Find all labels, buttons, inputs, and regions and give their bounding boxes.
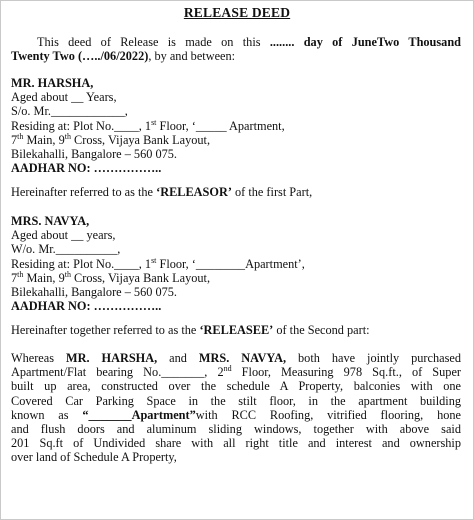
releasor-address-1 bbox=[11, 119, 461, 133]
ordinal-suffix: th bbox=[64, 269, 71, 279]
document-title: RELEASE DEED bbox=[183, 5, 291, 20]
intro-between: , by and between: bbox=[148, 49, 236, 64]
address-text: Cross, Vijaya Bank Layout, bbox=[70, 270, 211, 285]
aadhar-value: …………….. bbox=[93, 161, 162, 176]
releasee-aadhar bbox=[11, 299, 461, 313]
releasor-reference-line bbox=[11, 185, 461, 199]
whereas-line-7: 201 Sq.ft of Undivided share with all right title and interest and ownership bbox=[11, 436, 461, 451]
reference-text: Hereinafter referred to as the bbox=[11, 185, 157, 199]
ordinal-suffix: th bbox=[17, 131, 24, 141]
whereas-line-4: Covered Car Parking Space in the stilt floor, in the apartment building bbox=[11, 393, 461, 408]
aadhar-label: AADHAR NO: bbox=[11, 161, 94, 176]
address-text: Floor, ‘_____ Apartment, bbox=[156, 118, 285, 133]
releasor-relation: S/o. Mr.____________, bbox=[11, 104, 128, 119]
whereas-paragraph bbox=[11, 351, 461, 465]
intro-date-blank: ........ bbox=[269, 35, 295, 49]
address-text: Residing at: Plot No.____, 1 bbox=[11, 118, 152, 133]
ordinal-suffix: st bbox=[151, 255, 157, 265]
whereas-text: and bbox=[157, 351, 199, 365]
whereas-text: Whereas bbox=[11, 351, 66, 365]
whereas-party-2: MRS. NAVYA, bbox=[198, 351, 287, 365]
releasor-address-2 bbox=[11, 133, 461, 147]
address-text: Floor, ‘________Apartment’, bbox=[156, 256, 305, 271]
address-text: 7 bbox=[11, 270, 18, 285]
ordinal-suffix: st bbox=[151, 117, 157, 127]
whereas-text: known as bbox=[11, 407, 83, 422]
releasee-details bbox=[11, 214, 461, 313]
whereas-line-5 bbox=[11, 408, 461, 422]
intro-line-1 bbox=[11, 35, 461, 49]
whereas-line-3: built up area, constructed over the schedule A Property, balconies with one bbox=[11, 379, 461, 394]
releasee-address-3: Bilekahalli, Bangalore – 560 075. bbox=[11, 285, 177, 300]
intro-paragraph bbox=[11, 35, 461, 63]
intro-year: Twenty Two (…../06/2022) bbox=[11, 49, 149, 64]
address-text: Residing at: Plot No.____, 1 bbox=[11, 256, 152, 271]
whereas-text: Floor, Measuring 978 Sq.ft., of Super bbox=[231, 365, 461, 380]
releasee-term: ‘RELEASEE’ bbox=[199, 323, 274, 337]
apartment-name: “_______Apartment” bbox=[82, 407, 196, 422]
ordinal-suffix: th bbox=[17, 269, 24, 279]
releasor-details bbox=[11, 76, 461, 175]
address-text: Main, 9 bbox=[23, 270, 65, 285]
whereas-line-6: and flush doors and aluminum sliding windows, together with above said bbox=[11, 422, 461, 437]
reference-text: Hereinafter together referred to as the bbox=[11, 323, 200, 337]
releasee-address-2 bbox=[11, 271, 461, 285]
releasee-reference-line bbox=[11, 323, 461, 337]
reference-text: of the first Part, bbox=[231, 185, 313, 199]
address-text: 7 bbox=[11, 132, 18, 147]
intro-line-2 bbox=[11, 49, 461, 63]
reference-text: of the Second part: bbox=[273, 323, 370, 337]
ordinal-suffix: th bbox=[64, 131, 71, 141]
releasor-name: MR. HARSHA, bbox=[11, 76, 94, 90]
releasor-address-3: Bilekahalli, Bangalore – 560 075. bbox=[11, 147, 177, 162]
whereas-line-8: over land of Schedule A Property, bbox=[11, 450, 177, 465]
whereas-text: with RCC Roofing, vitrified flooring, hone bbox=[195, 407, 461, 422]
releasee-name: MRS. NAVYA, bbox=[11, 214, 90, 228]
intro-text: This deed of Release is made on this bbox=[37, 35, 270, 49]
address-text: Main, 9 bbox=[23, 132, 65, 147]
aadhar-value: …………….. bbox=[93, 299, 162, 314]
releasor-age: Aged about __ Years, bbox=[11, 90, 117, 105]
ordinal-suffix: nd bbox=[223, 364, 232, 374]
releasee-address-1 bbox=[11, 257, 461, 271]
releasee-reference bbox=[11, 323, 461, 337]
whereas-party-1: MR. HARSHA, bbox=[65, 351, 158, 365]
whereas-line-1 bbox=[11, 351, 461, 365]
address-text: Cross, Vijaya Bank Layout, bbox=[70, 132, 211, 147]
releasor-aadhar bbox=[11, 161, 461, 175]
intro-date-text: day of JuneTwo Thousand bbox=[294, 35, 462, 49]
whereas-text: both have jointly purchased bbox=[286, 351, 461, 365]
whereas-line-2 bbox=[11, 365, 461, 379]
whereas-text: Apartment/Flat bearing No._______, 2 bbox=[11, 365, 224, 380]
releasor-reference bbox=[11, 185, 461, 199]
releasor-term: ‘RELEASOR’ bbox=[156, 185, 232, 199]
aadhar-label: AADHAR NO: bbox=[11, 299, 94, 314]
releasee-relation: W/o. Mr.__________, bbox=[11, 242, 121, 257]
releasee-age: Aged about __ years, bbox=[11, 228, 116, 243]
